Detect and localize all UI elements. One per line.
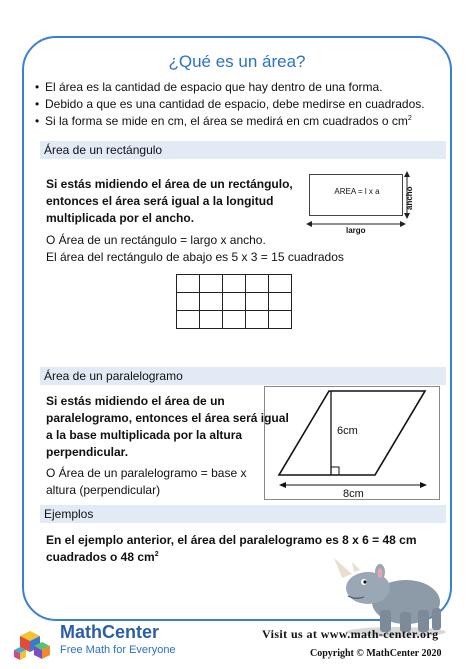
intro-bullets [35, 79, 425, 130]
area-formula-label: AREA = l x a [334, 187, 380, 196]
website-link[interactable]: Visit us at www.math-center.org [262, 627, 439, 641]
brand-tagline: Free Math for Everyone [60, 644, 176, 656]
parallelogram-diagram [264, 386, 440, 500]
mathcenter-logo-icon [12, 622, 52, 662]
rhino-illustration [318, 548, 453, 638]
parallelogram-definition: Si estás midiendo el área de un paralelogramo, entonces el área será igual a la base multiplicada por la altura perpendicular. [46, 394, 289, 459]
superscript: 2 [154, 551, 159, 558]
bullet-item: • El área es la cantidad de espacio que hay dentro de una forma. [35, 79, 425, 96]
rectangle-formula: O Área de un rectángulo = largo x ancho. [46, 233, 266, 247]
length-label: largo [346, 226, 366, 235]
example-text: En el ejemplo anterior, el área del paralelogramo es 8 x 6 = 48 cm cuadrados o 48 $cm^2$ [46, 533, 417, 564]
unit-grid [176, 274, 292, 329]
width-label: ancho [405, 186, 414, 210]
brand-name: MathCenter [60, 622, 160, 642]
parallelogram-formula: O Área de un paralelogramo = base x altura (perpendicular) [46, 466, 247, 497]
superscript: 2 [407, 115, 412, 122]
parallelogram-heading: Área de un paralelogramo [40, 367, 446, 385]
rectangle-example: El área del rectángulo de abajo es 5 x 3 = 15 cuadrados [46, 250, 344, 264]
parallelogram-shape [265, 387, 441, 501]
height-label: 6cm [337, 425, 358, 437]
base-label: 8cm [343, 488, 364, 500]
rectangle-heading: Área de un rectángulo [40, 141, 446, 159]
bullet-item: • Debido a que es una cantidad de espacio, debe medirse en cuadrados. [35, 96, 425, 113]
bullet-item: • Si la forma se mide en cm, el área se medirá en cm cuadrados o $cm^2$ [35, 113, 425, 130]
copyright-text: Copyright © MathCenter 2020 [310, 648, 442, 659]
examples-heading: Ejemplos [40, 505, 446, 523]
rectangle-definition: Si estás midiendo el área de un rectángulo, entonces el área será igual a la longitud multiplicada por el ancho. [46, 177, 293, 225]
page-title: ¿Qué es un área? [168, 52, 306, 71]
